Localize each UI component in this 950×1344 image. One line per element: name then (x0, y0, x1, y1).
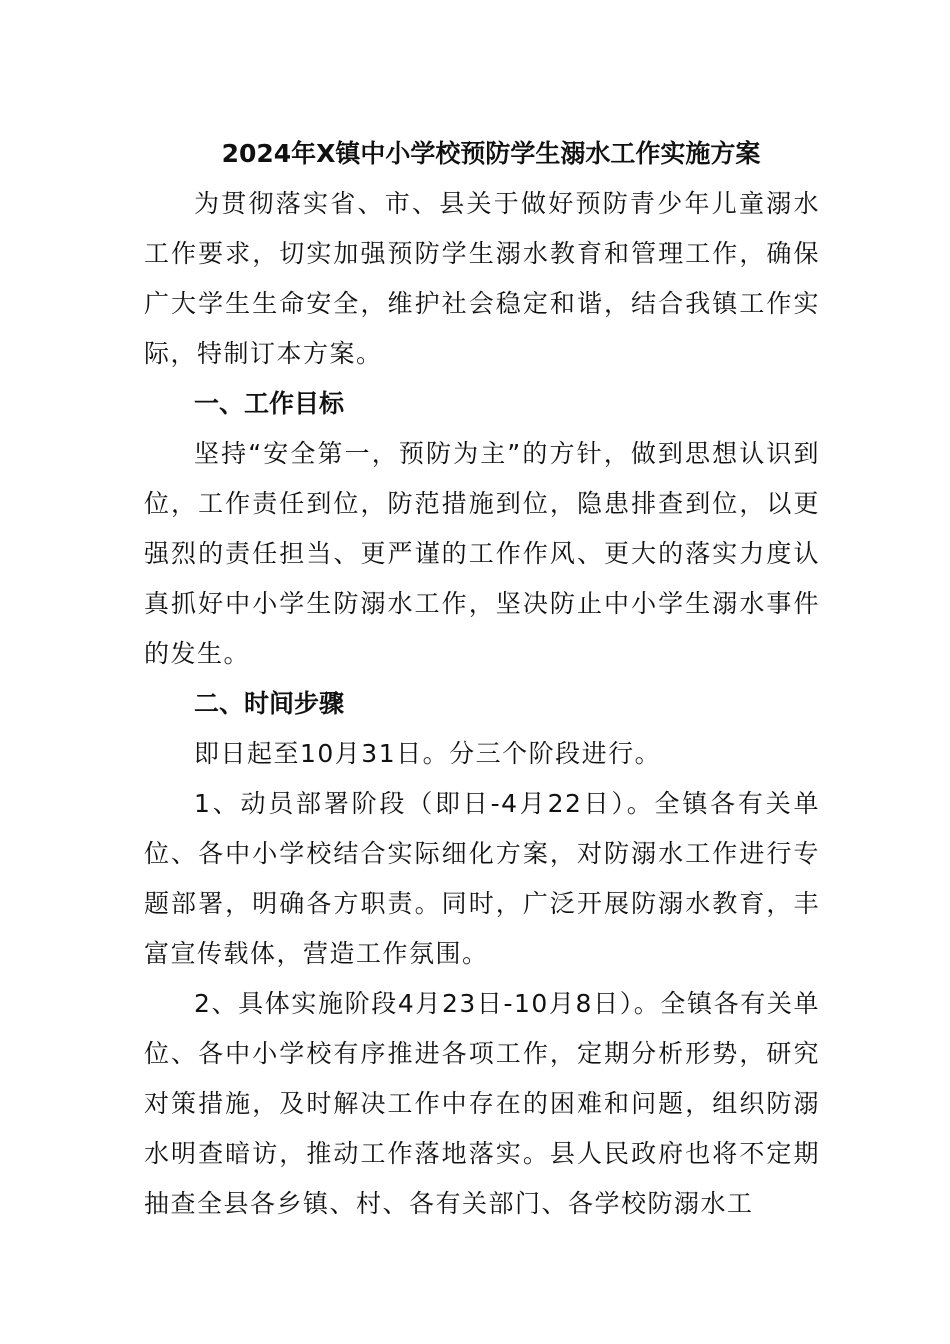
goals-paragraph: 坚持“安全第一，预防为主”的方针，做到思想认识到位，工作责任到位，防范措施到位，隐患排查到位，以更强烈的责任担当、更严谨的工作作风、更大的落实力度认真抓好中小学生防溺水工作，坚决防止中小学生溺水事件的发生。 (144, 439, 820, 668)
section-heading-goals: 一、工作目标 (194, 389, 345, 418)
schedule-step-2: 2、具体实施阶段4月23日-10月8日）。全镇各有关单位、各中小学校有序推进各项工作，定期分析形势，研究对策措施，及时解决工作中存在的困难和问题，组织防溺水明查暗访，推动工作落地落实。县人民政府也将不定期抽查全县各乡镇、村、各有关部门、各学校防溺水工 (144, 989, 820, 1218)
section-heading-schedule: 二、时间步骤 (194, 689, 345, 718)
schedule-step-1: 1、动员部署阶段（即日-4月22日）。全镇各有关单位、各中小学校结合实际细化方案，对防溺水工作进行专题部署，明确各方职责。同时，广泛开展防溺水教育，丰富宣传载体，营造工作氛围。 (144, 789, 820, 968)
intro-paragraph: 为贯彻落实省、市、县关于做好预防青少年儿童溺水工作要求，切实加强预防学生溺水教育和管理工作，确保广大学生生命安全，维护社会稳定和谐，结合我镇工作实际，特制订本方案。 (144, 189, 820, 368)
document-title: 2024年X镇中小学校预防学生溺水工作实施方案 (221, 139, 761, 168)
schedule-summary: 即日起至10月31日。分三个阶段进行。 (194, 739, 662, 768)
